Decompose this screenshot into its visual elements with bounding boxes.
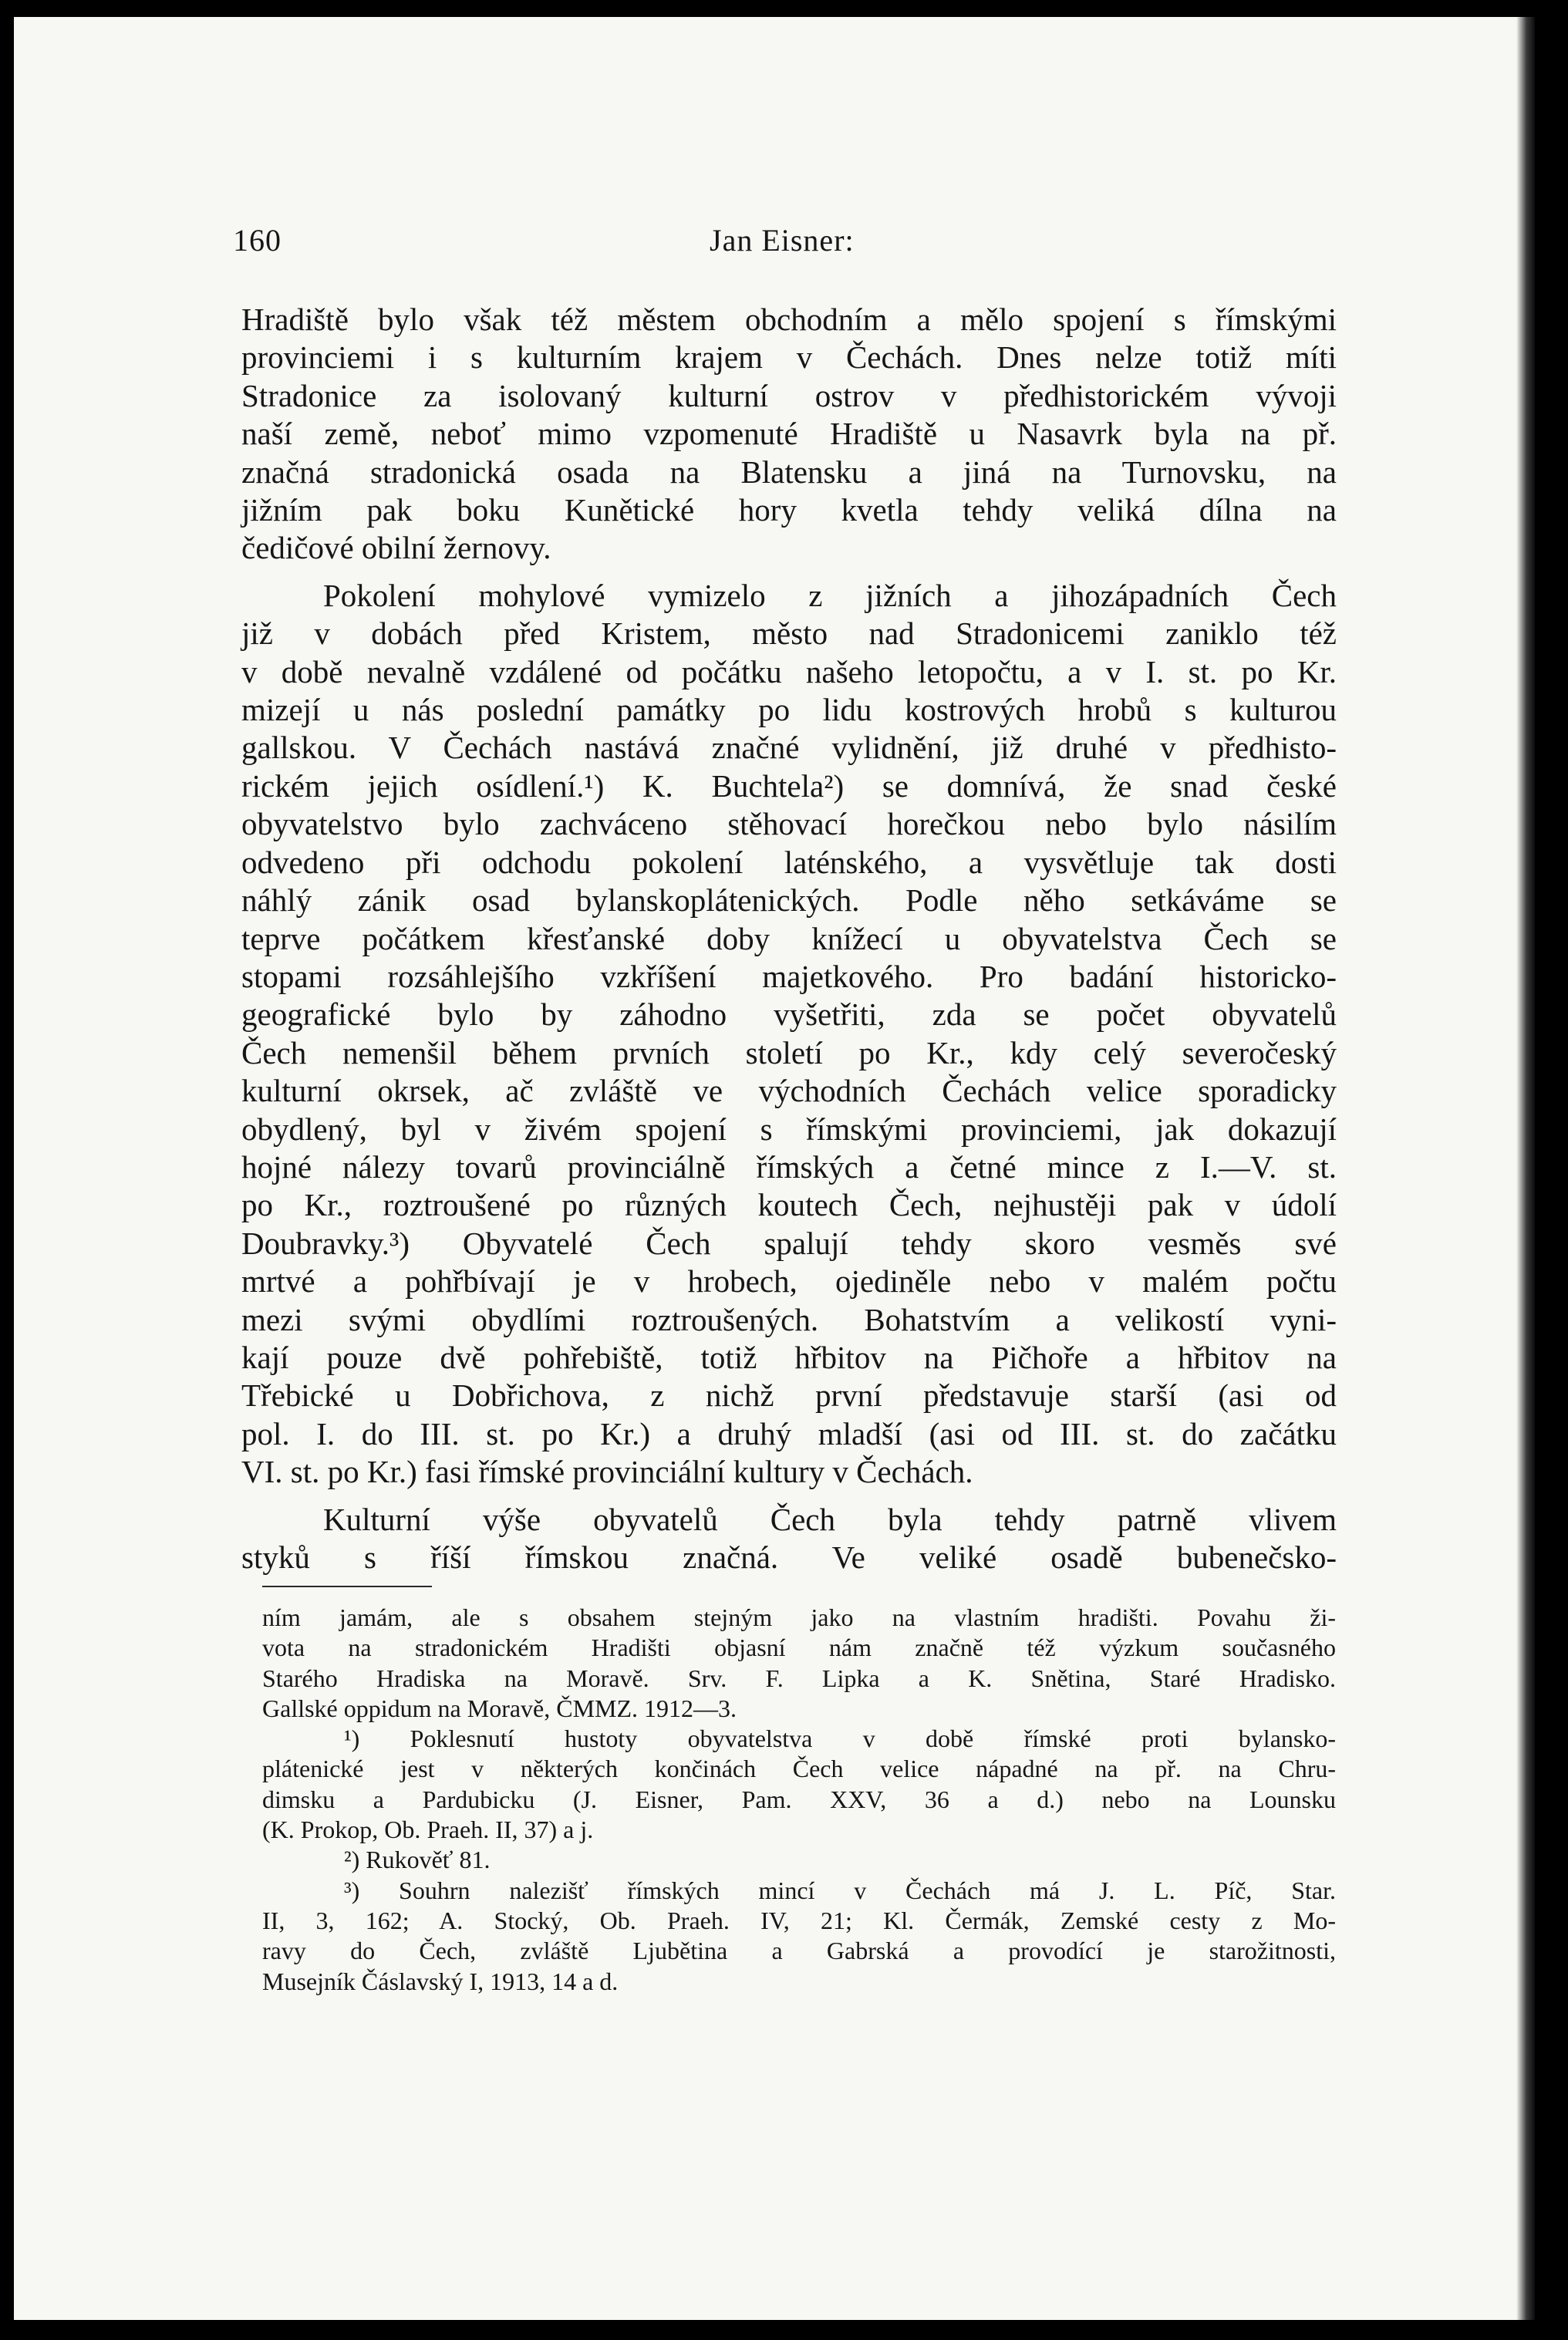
footnote-line: dimsku a Pardubicku (J. Eisner, Pam. XXV, 36 a d.) nebo na Lounsku [262, 1785, 1336, 1813]
footnote-line: Gallské oppidum na Moravě, ČMMZ. 1912—3. [262, 1694, 737, 1722]
text-line: mizejí u nás poslední památky po lidu kostrových hrobů s kulturou [241, 692, 1337, 728]
text-line: Doubravky.³) Obyvatelé Čech spalují tehdy skoro vesměs své [241, 1225, 1337, 1261]
footnote-line: Musejník Čáslavský I, 1913, 14 a d. [262, 1967, 619, 1995]
paragraph [241, 1501, 1337, 1577]
footnote-line: Starého Hradiska na Moravě. Srv. F. Lipka a K. Snětina, Staré Hradisko. [262, 1664, 1336, 1692]
text-line: odvedeno při odchodu pokolení laténského, a vysvětluje tak dosti [241, 844, 1337, 880]
text-line: mezi svými obydlími roztroušených. Bohatstvím a velikostí vyni- [241, 1301, 1337, 1337]
text-line: naší země, neboť mimo vzpomenuté Hradiště u Nasavrk byla na př. [241, 416, 1337, 452]
text-line: rickém jejich osídlení.¹) K. Buchtela²) se domnívá, že snad české [241, 767, 1337, 804]
text-line: teprve počátkem křesťanské doby knížecí u obyvatelstva Čech se [241, 920, 1337, 956]
text-line: stopami rozsáhlejšího vzkříšení majetkového. Pro badání historicko- [241, 958, 1337, 994]
text-line: VI. st. po Kr.) fasi římské provinciální kultury v Čechách. [241, 1454, 973, 1490]
text-line: hojné nálezy tovarů provinciálně římských a četné mince z I.—V. st. [241, 1148, 1337, 1185]
text-line: pol. I. do III. st. po Kr.) a druhý mladší (asi od III. st. do začátku [241, 1415, 1337, 1452]
paragraph [241, 577, 1337, 1492]
text-line: v době nevalně vzdálené od počátku našeho letopočtu, a v I. st. po Kr. [241, 653, 1337, 690]
text-line: gallskou. V Čechách nastává značné vylidnění, již druhé v předhisto- [241, 730, 1337, 766]
text-line: Třebické u Dobřichova, z nichž první představuje starší (asi od [241, 1377, 1337, 1414]
text-line: Čech nemenšil během prvních století po Kr., kdy celý severočeský [241, 1034, 1337, 1071]
text-line: značná stradonická osada na Blatensku a jiná na Turnovsku, na [241, 454, 1337, 490]
text-line: obyvatelstvo bylo zachváceno stěhovací horečkou nebo bylo násilím [241, 806, 1337, 842]
page-number: 160 [233, 223, 282, 258]
running-head [0, 222, 1521, 268]
page-gutter-shadow [1516, 17, 1535, 2320]
footnote-line: ravy do Čech, zvláště Ljubětina a Gabrská a provodící je starožitnosti, [262, 1937, 1336, 1965]
footnote-line: vota na stradonickém Hradišti objasní nám značně též výzkum současného [262, 1634, 1336, 1662]
footnote-line: ³) Souhrn nalezišť římských mincí v Čechách má J. L. Píč, Star. [344, 1876, 1336, 1904]
text-line: kají pouze dvě pohřebiště, totiž hřbitov na Pičhoře a hřbitov na [241, 1339, 1337, 1375]
text-line: kulturní okrsek, ač zvláště ve východních Čechách velice sporadicky [241, 1073, 1337, 1109]
text-line: Kulturní výše obyvatelů Čech byla tehdy patrně vlivem [323, 1501, 1337, 1537]
footnote-line: ním jamám, ale s obsahem stejným jako na vlastním hradišti. Povahu ži- [262, 1603, 1336, 1631]
footnote-line: II, 3, 162; A. Stocký, Ob. Praeh. IV, 21; Kl. Čermák, Zemské cesty z Mo- [262, 1906, 1336, 1934]
running-title: Jan Eisner: [710, 223, 855, 258]
text-line: obydlený, byl v živém spojení s římskými provinciemi, jak dokazují [241, 1111, 1337, 1147]
text-line: již v dobách před Kristem, město nad Stradonicemi zaniklo též [241, 615, 1337, 652]
footnote-separator [262, 1586, 432, 1587]
text-line: Hradiště bylo však též městem obchodním a mělo spojení s římskými [241, 302, 1337, 337]
footnote-line: plátenické jest v některých končinách Čech velice nápadné na př. na Chru- [262, 1755, 1336, 1783]
footnotes [262, 1603, 1336, 1997]
text-line: po Kr., roztroušené po různých koutech Čech, nejhustěji pak v údolí [241, 1187, 1337, 1223]
footnote-line: (K. Prokop, Ob. Praeh. II, 37) a j. [262, 1816, 594, 1844]
main-text [241, 301, 1337, 1576]
text-line: geografické bylo by záhodno vyšetřiti, zda se počet obyvatelů [241, 996, 1337, 1033]
text-line: náhlý zánik osad bylanskoplátenických. Podle něho setkáváme se [241, 882, 1337, 919]
text-line: jižním pak boku Kunětické hory kvetla tehdy veliká dílna na [241, 492, 1337, 528]
text-line: čedičové obilní žernovy. [241, 530, 551, 566]
paragraph [241, 301, 1337, 568]
footnote-line: ¹) Poklesnutí hustoty obyvatelstva v době římské proti bylansko- [344, 1725, 1336, 1753]
text-line: mrtvé a pohřbívají je v hrobech, ojediněle nebo v malém počtu [241, 1263, 1337, 1300]
text-line: Stradonice za isolovaný kulturní ostrov v předhistorickém vývoji [241, 377, 1337, 413]
text-line: styků s říší římskou značná. Ve veliké osadě bubenečsko- [241, 1539, 1337, 1575]
text-line: provinciemi i s kulturním krajem v Čechách. Dnes nelze totiž míti [241, 339, 1337, 376]
footnote-line: ²) Rukověť 81. [344, 1846, 491, 1874]
text-line: Pokolení mohylové vymizelo z jižních a jihozápadních Čech [323, 577, 1337, 613]
